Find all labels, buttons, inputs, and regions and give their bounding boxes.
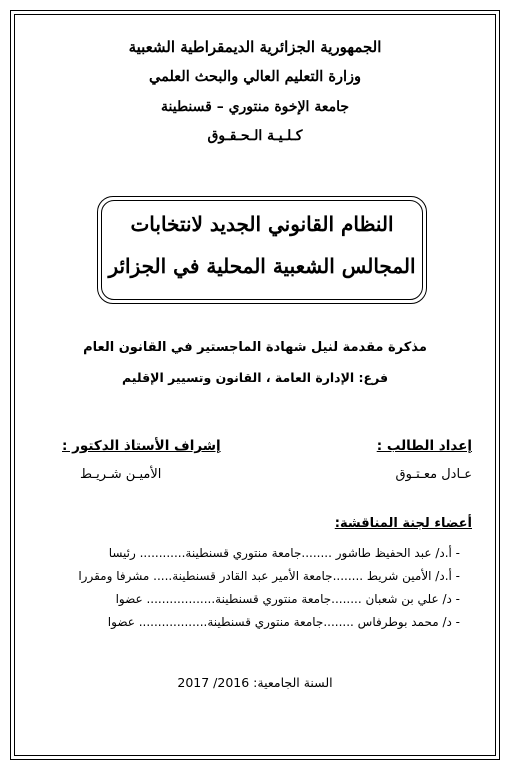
academic-year: السنة الجامعية: 2016/ 2017 [177, 675, 333, 690]
jury-member: - د/ محمد بوطرفاس ........جامعة منتوري قسنطينة.................. عضوا [107, 615, 460, 629]
republic-heading: الجمهورية الجزائرية الديمقراطية الشعبية [128, 38, 382, 56]
thesis-title-line-2: المجالس الشعبية المحلية في الجزائر [108, 254, 416, 278]
supervisor-label: إشراف الأستاذ الدكتور : [62, 438, 221, 454]
degree-statement: مذكرة مقدمة لنيل شهادة الماجستير في القانون العام [83, 340, 427, 355]
jury-heading: أعضاء لجنة المناقشة: [334, 516, 472, 531]
ministry-heading: وزارة التعليم العالي والبحث العلمي [149, 68, 361, 85]
faculty-heading: كـلـيـة الـحـقـوق [207, 128, 303, 144]
inner-page-frame [14, 14, 496, 756]
supervisor-name: الأميـن شـريـط [80, 467, 162, 482]
jury-member: - د/ علي بن شعبان ........جامعة منتوري قسنطينة.................. عضوا [115, 592, 460, 606]
jury-member: - أ.د/ عبد الحفيظ طاشور ........جامعة منتوري قسنطينة............ رئيسا [108, 546, 460, 560]
student-name: عـادل معـتـوق [395, 467, 472, 482]
branch-statement: فرع: الإدارة العامة ، القانون وتسيير الإقليم [121, 370, 389, 385]
jury-member: - أ.د/ الأمين شريط ........جامعة الأمير عبد القادر قسنطينة..... مشرفا ومقررا [78, 569, 460, 583]
prepared-by-label: إعداد الطالب : [376, 438, 472, 454]
thesis-title-line-1: النظام القانوني الجديد لانتخابات [130, 212, 394, 236]
university-heading: جامعة الإخوة منتوري – قسنطينة [160, 99, 349, 115]
